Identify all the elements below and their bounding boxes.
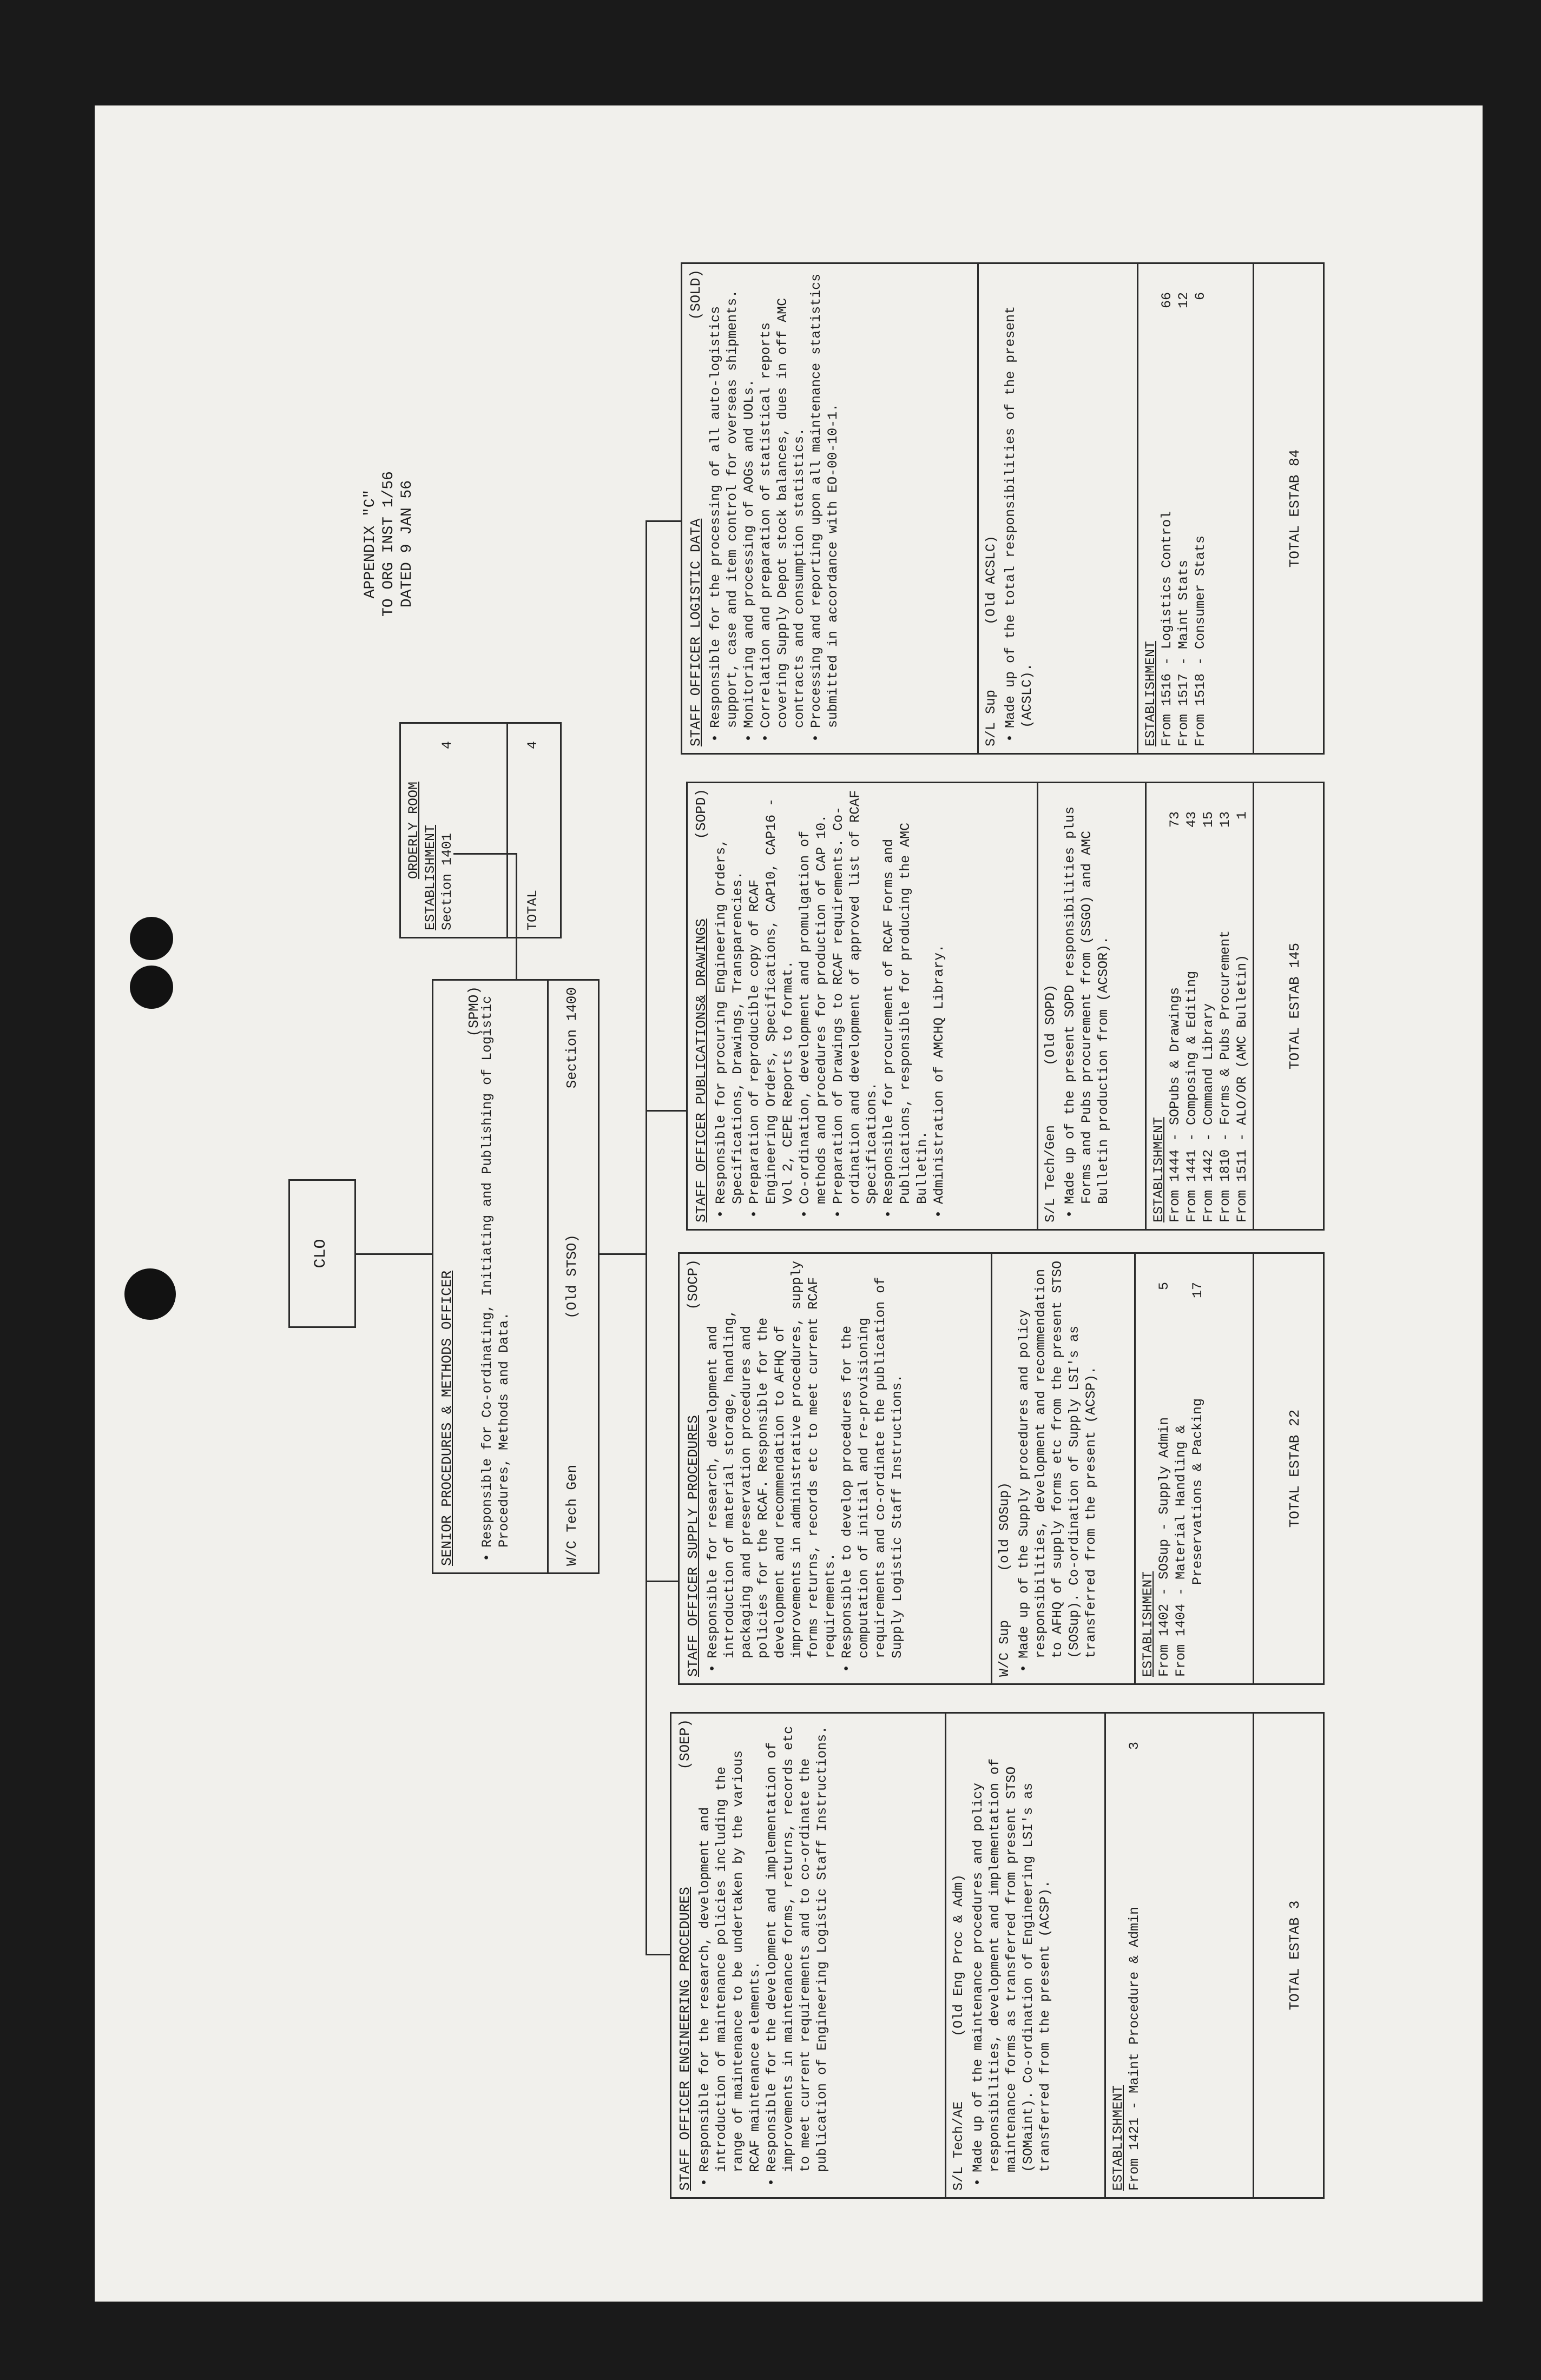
connector bbox=[646, 1954, 670, 1955]
orderly-room-section: Section 1401 bbox=[439, 832, 455, 930]
spmo-old: (Old STSO) bbox=[564, 1234, 580, 1319]
sold-title: STAFF OFFICER LOGISTIC DATA bbox=[688, 518, 704, 746]
sopd-est-count: 15 bbox=[1201, 811, 1216, 828]
sopd-duty: • Responsible for procuring Engineering Orders, Specifications, Drawings, Transparencies. bbox=[713, 790, 746, 1204]
sold-est-label: ESTABLISHMENT bbox=[1143, 640, 1158, 746]
sold-duty: • Processing and reporting upon all maintenance statistics submitted in accordance with EO-00-10-1. bbox=[808, 270, 841, 728]
socp-est-count: 17 bbox=[1190, 1282, 1206, 1299]
sold-code: (SOLD) bbox=[688, 269, 704, 320]
soep-est-item: From 1421 - Maint Procedure & Admin bbox=[1127, 1906, 1142, 2191]
soep-est-count: 3 bbox=[1127, 1742, 1142, 1750]
spmo-box bbox=[432, 979, 600, 1574]
soep-rank: S/L Tech/AE bbox=[951, 2101, 966, 2191]
sopd-duty: • Preparation of reproducible copy of RCAF Engineering Orders, Specifications, CAP10, CAP16 - Vol 2, CEPE Reports to format. bbox=[746, 790, 796, 1204]
sopd-total: TOTAL ESTAB 145 bbox=[1253, 783, 1323, 1229]
orderly-room-box bbox=[399, 722, 562, 938]
sold-rank: S/L Sup bbox=[983, 689, 999, 746]
soep-old: (Old Eng Proc & Adm) bbox=[951, 1874, 966, 2037]
connector bbox=[356, 1253, 432, 1255]
appendix-heading bbox=[361, 471, 417, 617]
socp-duty: • Responsible to develop procedures for the computation of initial and re-provisioning requirements and co-ordinate the publication of Supply Logistic Staff Instructions. bbox=[839, 1260, 906, 1658]
socp-est-item: Preservations & Packing bbox=[1190, 1398, 1206, 1585]
sopd-duty: • Responsible for procurement of RCAF Forms and Publications, responsible for producing the AMC Bulletin. bbox=[880, 790, 931, 1204]
soep-sub-duty: • Made up of the maintenance procedures and policy responsibilities, development and implementation of maintenance forms as transferred from present STSO (SOMaint). Co-ordination of Engineering LSI's as transferred from the present (ACSP). bbox=[970, 1720, 1053, 2172]
connector-bus bbox=[646, 522, 647, 1955]
soep-title: STAFF OFFICER ENGINEERING PROCEDURES bbox=[677, 1887, 693, 2191]
org-chart bbox=[129, 149, 1449, 2258]
appendix-title: APPENDIX "C" bbox=[362, 489, 379, 599]
spmo-section: Section 1400 bbox=[564, 987, 580, 1089]
socp-rank: W/C Sup bbox=[997, 1619, 1012, 1677]
sopd-est-item: From 1442 - Command Library bbox=[1201, 1003, 1216, 1222]
clo-label: CLO bbox=[312, 1239, 330, 1268]
sold-est-item: From 1518 - Consumer Stats bbox=[1193, 535, 1208, 746]
sopd-est-item: From 1810 - Forms & Pubs Procurement bbox=[1217, 930, 1233, 1222]
appendix-ref: TO ORG INST 1/56 bbox=[380, 471, 397, 617]
sold-est-count: 12 bbox=[1176, 292, 1191, 309]
socp-old: (old SOSup) bbox=[997, 1482, 1012, 1571]
sold-duty: • Responsible for the processing of all auto-logistics support, case and item control for overseas shipments. bbox=[707, 270, 741, 728]
spmo-title: SENIOR PROCEDURES & METHODS OFFICER bbox=[439, 1270, 455, 1566]
sopd-est-count: 1 bbox=[1234, 811, 1250, 820]
sopd-est-count: 73 bbox=[1167, 811, 1183, 828]
sopd-duty: • Administration of AMCHQ Library. bbox=[931, 790, 947, 1204]
orderly-room-total-count: 4 bbox=[525, 741, 541, 750]
spmo-duty: • Responsible for Co-ordinating, Initiating and Publishing of Logistic Procedures, Methods and Data. bbox=[479, 987, 512, 1548]
spmo-code: (SPMO) bbox=[466, 986, 482, 1037]
soep-total: TOTAL ESTAB 3 bbox=[1253, 1714, 1323, 2197]
sold-est-item: From 1517 - Maint Stats bbox=[1176, 559, 1191, 746]
sopd-duty: • Preparation of Drawings to RCAF requirements. Co-ordination and development of approved list of RCAF Specifications. bbox=[830, 790, 880, 1204]
soep-est-label: ESTABLISHMENT bbox=[1110, 2085, 1126, 2191]
sold-est-item: From 1516 - Logistics Control bbox=[1159, 511, 1175, 746]
socp-title: STAFF OFFICER SUPPLY PROCEDURES bbox=[685, 1415, 701, 1677]
sold-duty: • Correlation and preparation of statistical reports covering Supply Depot stock balances, dues in off AMC contracts and consumption statistics. bbox=[758, 270, 808, 728]
spmo-rank: W/C Tech Gen bbox=[564, 1464, 580, 1566]
sold-est-count: 66 bbox=[1159, 292, 1175, 309]
sopd-rank: S/L Tech/Gen bbox=[1043, 1125, 1058, 1222]
sopd-sub-duty: • Made up of the present SOPD responsibilities plus Forms and Pubs procurement from (SSGO) and AMC Bulletin production from (ACSOR). bbox=[1062, 790, 1112, 1204]
socp-code: (SOCP) bbox=[685, 1259, 701, 1310]
sold-duty: • Monitoring and processing of AOGs and UOLs. bbox=[741, 270, 758, 728]
socp-est-item: From 1404 - Material Handling & bbox=[1173, 1425, 1189, 1677]
socp-est-item: From 1402 - SOSup - Supply Admin bbox=[1156, 1417, 1172, 1677]
soep-duty: • Responsible for the research, development and introduction of maintenance policies including the range of maintenance to be undertaken by the various RCAF maintenance elements. bbox=[696, 1720, 763, 2172]
document-page bbox=[95, 105, 1483, 2302]
connector bbox=[646, 1110, 686, 1112]
sopd-old: (Old SOPD) bbox=[1043, 984, 1058, 1066]
connector bbox=[646, 1581, 678, 1582]
sold-est-count: 6 bbox=[1193, 292, 1208, 301]
socp-box bbox=[678, 1252, 1325, 1685]
orderly-room-section-count: 4 bbox=[439, 741, 455, 750]
sold-box bbox=[681, 262, 1325, 755]
socp-total: TOTAL ESTAB 22 bbox=[1253, 1254, 1323, 1683]
socp-sub-duty: • Made up of the Supply procedures and policy responsibilities, development and recommendation to AFHQ of supply forms etc from the present STSO (SOSup). Co-ordination of Supply LSI's as transferred from the present (ACSP). bbox=[1016, 1260, 1099, 1658]
orderly-room-est-label: ESTABLISHMENT bbox=[423, 824, 438, 930]
sold-total: TOTAL ESTAB 84 bbox=[1253, 264, 1323, 753]
sold-old: (Old ACSLC) bbox=[983, 535, 999, 625]
sopd-est-item: From 1441 - Composing & Editing bbox=[1184, 970, 1200, 1222]
sopd-est-count: 13 bbox=[1217, 811, 1233, 828]
sold-sub-duty: • Made up of the total responsibilities of the present (ACSLC). bbox=[1002, 270, 1036, 728]
socp-duty: • Responsible for research, development and introduction of material storage, handling, packaging and preservation procedures and policies for the RCAF. Responsible for the development and recommendation to AFHQ of improvements in administrative procedures, supply forms returns, records etc to meet current RCAF requirements. bbox=[704, 1260, 839, 1658]
soep-duty: • Responsible for the development and implementation of improvements in maintenance forms, returns, records etc to meet current requirements and to co-ordinate the publication of Engineering Logistic Staff Instructions. bbox=[763, 1720, 831, 2172]
socp-est-label: ESTABLISHMENT bbox=[1140, 1571, 1156, 1677]
sopd-est-count: 43 bbox=[1184, 811, 1200, 828]
sopd-box bbox=[686, 782, 1325, 1231]
soep-code: (SOEP) bbox=[677, 1719, 693, 1770]
appendix-date: DATED 9 JAN 56 bbox=[399, 480, 416, 608]
sopd-code: (SOPD) bbox=[693, 789, 709, 839]
sopd-title: STAFF OFFICER PUBLICATIONS& DRAWINGS bbox=[693, 918, 709, 1222]
orderly-room-total-label: TOTAL bbox=[525, 889, 541, 930]
orderly-room-title: ORDERLY ROOM bbox=[406, 781, 422, 880]
sopd-est-item: From 1511 - ALO/OR (AMC Bulletin) bbox=[1234, 954, 1250, 1222]
connector bbox=[646, 520, 681, 522]
socp-est-count: 5 bbox=[1156, 1282, 1172, 1291]
soep-box bbox=[670, 1712, 1325, 2199]
sopd-est-label: ESTABLISHMENT bbox=[1151, 1116, 1167, 1222]
sopd-duty: • Co-ordination, development and promulgation of methods and procedures for production of CAP 10. bbox=[796, 790, 830, 1204]
sopd-est-item: From 1444 - SOPubs & Drawings bbox=[1167, 987, 1183, 1222]
clo-box bbox=[288, 1179, 356, 1328]
connector bbox=[600, 1253, 646, 1255]
